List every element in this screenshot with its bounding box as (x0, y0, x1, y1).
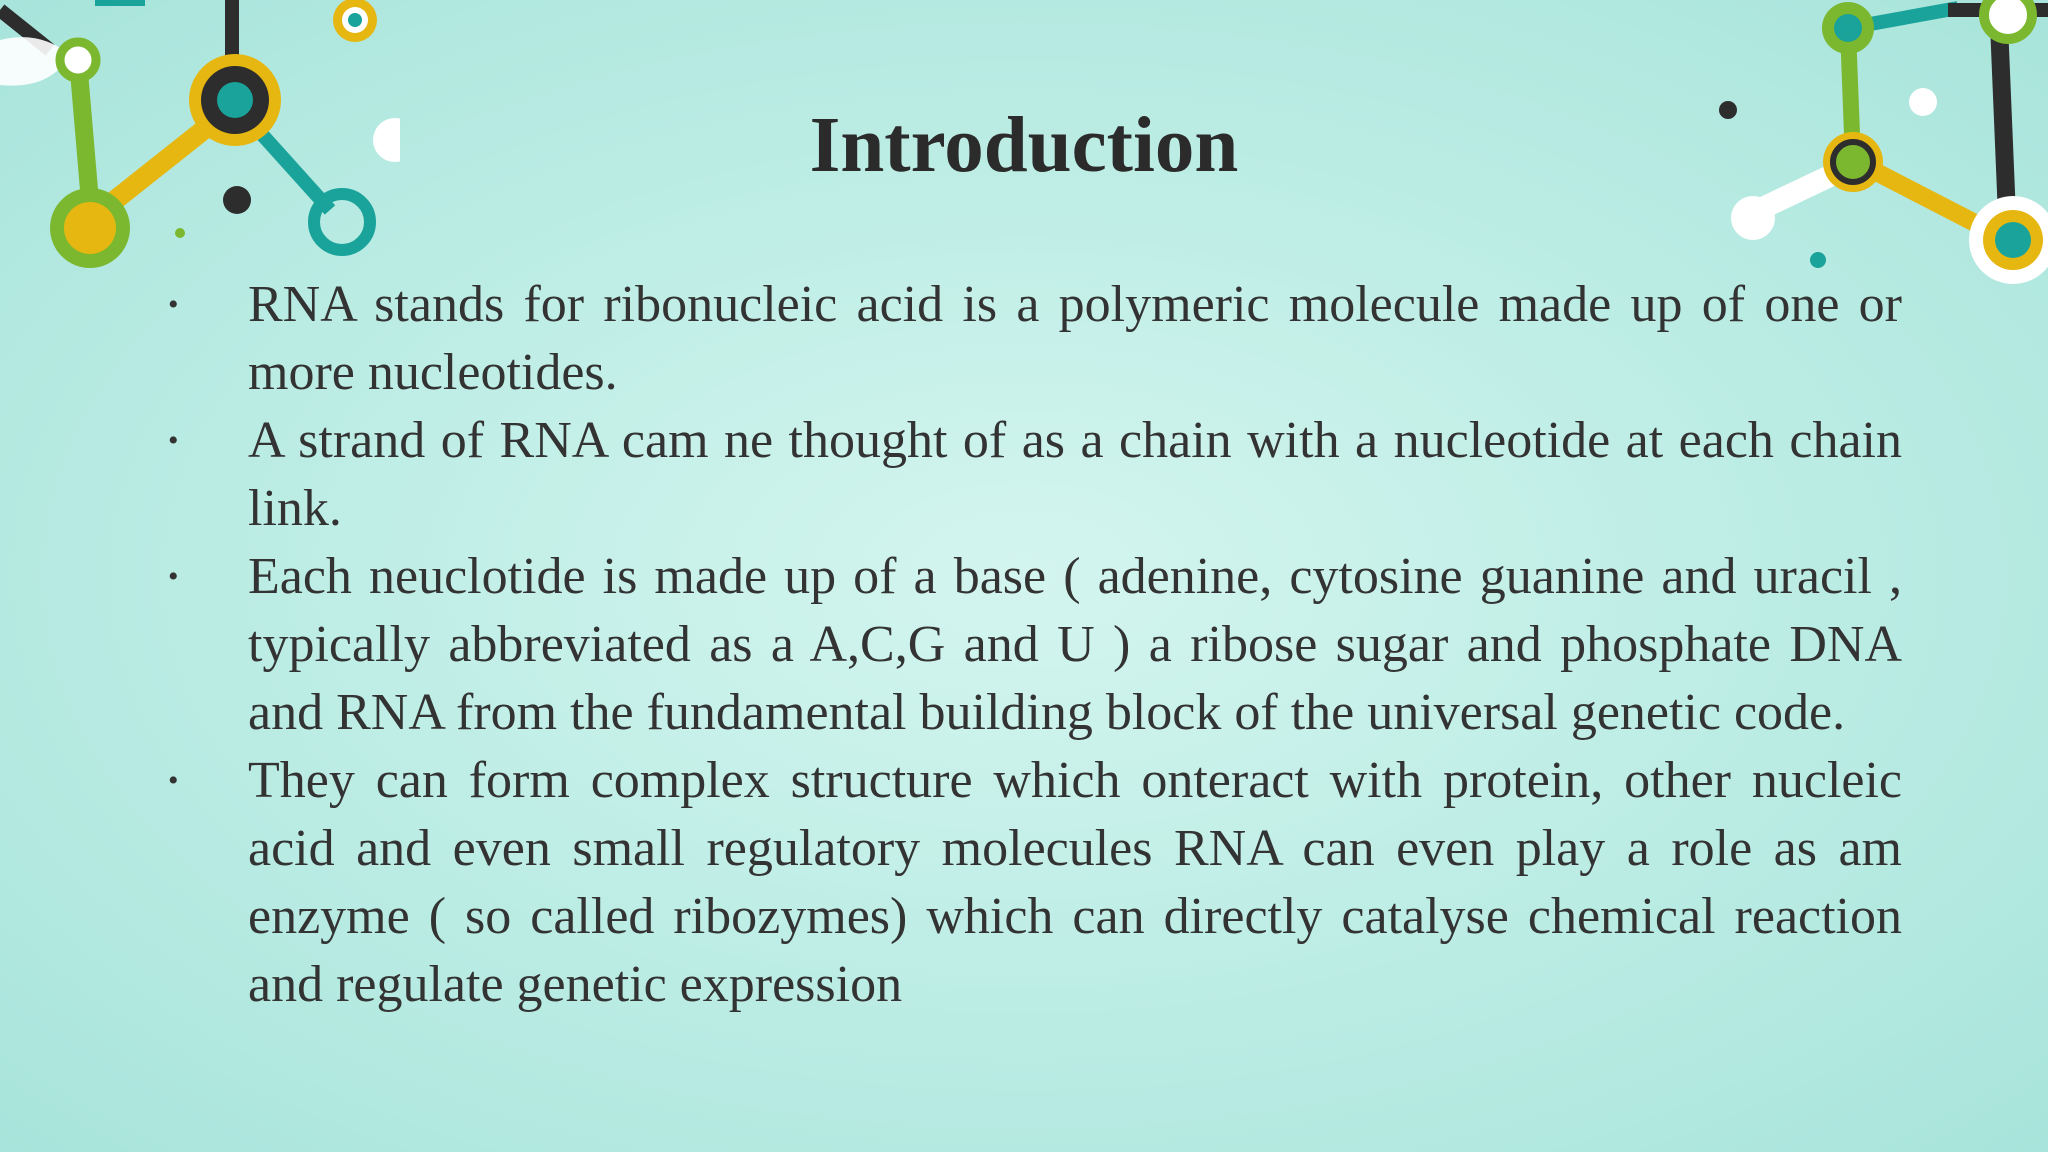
bullet-item (168, 543, 1902, 747)
bullet-text: Each neuclotide is made up of a base ( adenine, cytosine guanine and uracil , typically abbreviated as a A,C,G and U ) a ribose sugar and phosphate DNA and RNA from the fundamental building block of the universal genetic code. (248, 548, 1902, 741)
bullet-text: RNA stands for ribonucleic acid is a polymeric molecule made up of one or more nucleotides. (248, 276, 1902, 401)
bullet-marker: • (168, 560, 179, 593)
bullet-marker: • (168, 288, 179, 321)
bullet-list (168, 271, 1902, 1019)
slide-title: Introduction (809, 102, 1239, 189)
bullet-item (168, 407, 1902, 543)
bullet-marker: • (168, 764, 179, 797)
bullet-item (168, 747, 1902, 1019)
bullet-text: They can form complex structure which onteract with protein, other nucleic acid and even small regulatory molecules RNA can even play a role as am enzyme ( so called ribozymes) which can directly catalyse chemical reaction and regulate genetic expression (248, 752, 1902, 1013)
bullet-item (168, 271, 1902, 407)
bullet-marker: • (168, 424, 179, 457)
bullet-text: A strand of RNA cam ne thought of as a chain with a nucleotide at each chain link. (248, 412, 1902, 537)
